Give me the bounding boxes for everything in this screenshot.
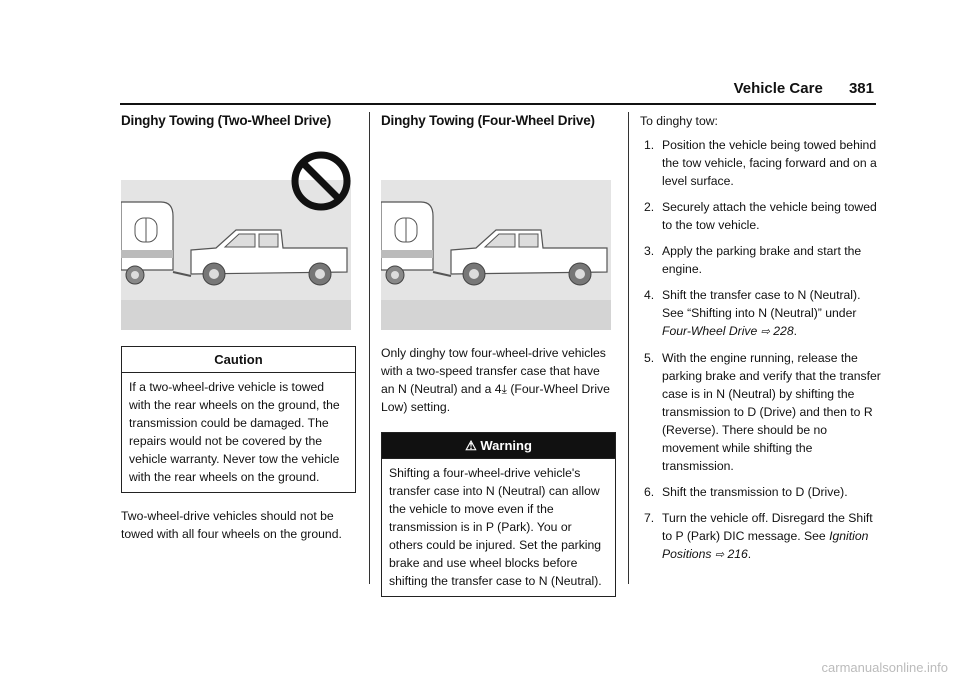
procedure-intro: To dinghy tow: (640, 114, 718, 128)
warning-body: Shifting a four-wheel-drive vehicle's transfer case into N (Neutral) can allow the vehicle to move even if the transmission is in P (Park). You or others could be injured. Set the parking brake and use wheel blocks before shifting the transfer case to N (Neutral). (389, 466, 602, 588)
footer (0, 660, 960, 678)
warning-title-bar (382, 433, 615, 459)
warning-box (381, 432, 616, 597)
column-procedure (640, 112, 885, 572)
list-item: 2. Securely attach the vehicle being towed to the tow vehicle. (644, 200, 877, 232)
two-wheel-note: Two-wheel-drive vehicles should not be towed with all four wheels on the ground. (121, 509, 342, 541)
list-item: 5. With the engine running, release the parking brake and verify that the transfer case is in N (Neutral) by shifting the transmission to D (Drive) and then to R (Reverse). There should be no movement while shifting the transmission. (644, 351, 881, 473)
list-item: 4. Shift the transfer case to N (Neutral). See “Shifting into N (Neutral)” under Four-Wheel Drive ⇨ 228. (644, 288, 861, 338)
four-wheel-towing-illustration (381, 150, 611, 330)
caution-body: If a two-wheel-drive vehicle is towed with the rear wheels on the ground, the transmission could be damaged. The repairs would not be covered by the vehicle warranty. Never tow the vehicle with the rear wheels on the ground. (129, 380, 340, 484)
caution-box (121, 346, 356, 493)
watermark: carmanualsonline.info (821, 660, 948, 675)
page-header (712, 80, 874, 97)
header-rule (120, 103, 876, 105)
section-title: Vehicle Care (733, 80, 823, 97)
warning-icon: ⚠ (465, 438, 477, 453)
column-four-wheel-drive (381, 112, 616, 597)
list-item: 7. Turn the vehicle off. Disregard the Shift to P (Park) DIC message. See Ignition Positions ⇨ 216. (644, 511, 873, 561)
procedure-steps (640, 136, 885, 564)
column-divider (628, 112, 629, 584)
list-item: 6. Shift the transmission to D (Drive). (644, 485, 848, 499)
section-heading-two-wheel: Dinghy Towing (Two-Wheel Drive) (121, 113, 332, 128)
section-heading-four-wheel: Dinghy Towing (Four-Wheel Drive) (381, 113, 595, 128)
cross-reference-link[interactable]: Ignition Positions ⇨ 216 (662, 529, 869, 561)
cross-reference-link[interactable]: Four-Wheel Drive ⇨ 228 (662, 324, 794, 338)
list-item: 3. Apply the parking brake and start the engine. (644, 244, 862, 276)
column-divider (369, 112, 370, 584)
warning-title: Warning (480, 438, 532, 453)
list-item: 1. Position the vehicle being towed behind the tow vehicle, facing forward and on a level surface. (644, 138, 877, 188)
column-two-wheel-drive (121, 112, 356, 543)
page-ref-icon: ⇨ (760, 326, 770, 338)
page-number: 381 (848, 80, 874, 97)
page-ref-icon: ⇨ (714, 549, 725, 561)
two-wheel-towing-illustration (121, 150, 351, 330)
four-wheel-low-icon: ⤓ (501, 382, 507, 396)
four-wheel-description: Only dinghy tow four-wheel-drive vehicles with a two-speed transfer case that have an N (Neutral) and a 4⤓ (Four-Wheel Drive Low) setting. (381, 346, 610, 414)
caution-title: Caution (122, 347, 355, 373)
